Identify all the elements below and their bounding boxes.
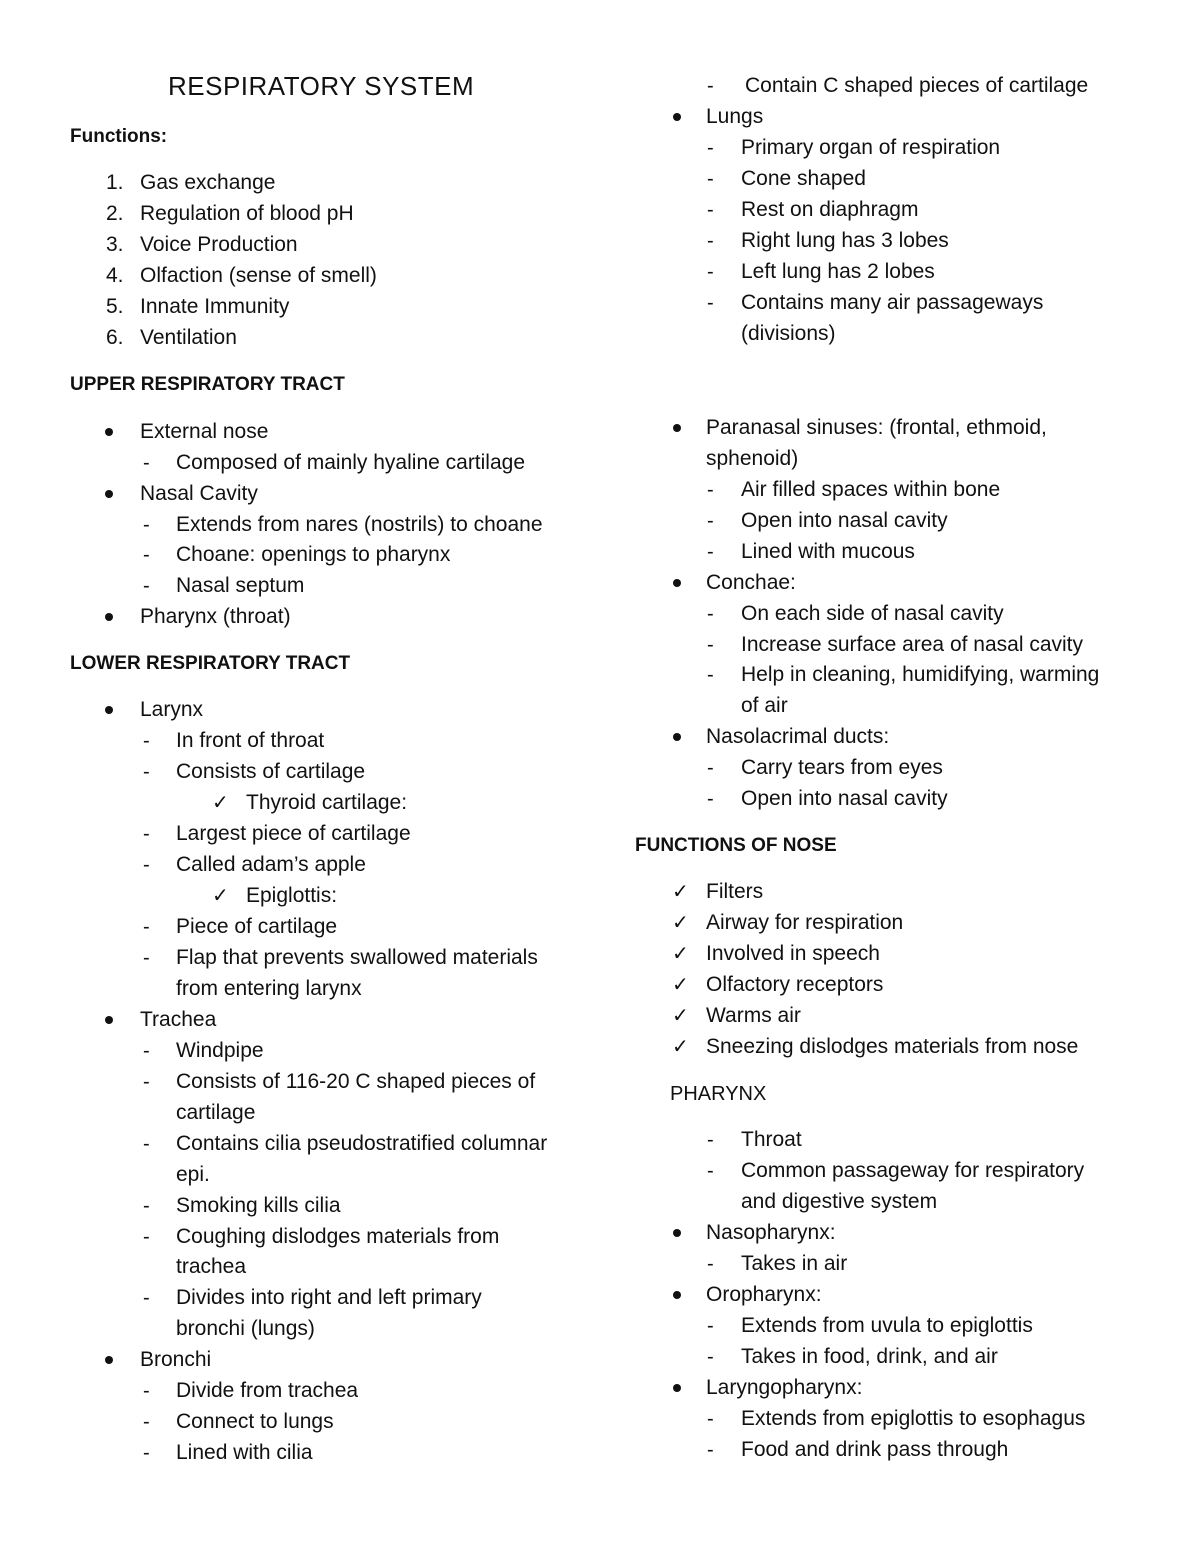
- list-item: Lined with cilia: [176, 1441, 313, 1464]
- list-item: Divide from trachea: [176, 1379, 359, 1402]
- list-item: Rest on diaphragm: [741, 198, 919, 221]
- dash-icon: -: [707, 261, 714, 283]
- list-item: Consists of 116-20 C shaped pieces of: [176, 1070, 536, 1093]
- list-item: Voice Production: [140, 233, 298, 256]
- check-icon: ✓: [672, 943, 689, 965]
- check-icon: ✓: [672, 1005, 689, 1027]
- bullet-icon: [673, 579, 681, 587]
- dash-icon: -: [707, 510, 714, 532]
- check-icon: ✓: [672, 912, 689, 934]
- list-item: Ventilation: [140, 326, 237, 349]
- dash-icon: -: [143, 761, 150, 783]
- bullet-icon: [105, 1016, 113, 1024]
- bullet-icon: [673, 113, 681, 121]
- list-item: Extends from nares (nostrils) to choane: [176, 513, 543, 536]
- dash-icon: -: [707, 757, 714, 779]
- dash-icon: -: [707, 292, 714, 314]
- list-item: Piece of cartilage: [176, 915, 338, 938]
- list-item: On each side of nasal cavity: [741, 602, 1004, 625]
- check-icon: ✓: [672, 881, 689, 903]
- dash-icon: -: [707, 1253, 714, 1275]
- list-item: Coughing dislodges materials from: [176, 1225, 500, 1248]
- dash-icon: -: [707, 788, 714, 810]
- list-item-continued: trachea: [176, 1255, 247, 1278]
- list-item-continued: and digestive system: [741, 1190, 938, 1213]
- dash-icon: -: [707, 1129, 714, 1151]
- functions-heading: Functions:: [70, 126, 168, 147]
- list-number: 2.: [106, 202, 124, 225]
- bullet-icon: [105, 1356, 113, 1364]
- list-item: Open into nasal cavity: [741, 787, 948, 810]
- dash-icon: -: [707, 1160, 714, 1182]
- bullet-icon: [673, 1229, 681, 1237]
- list-item: Sneezing dislodges materials from nose: [706, 1035, 1079, 1058]
- dash-icon: -: [143, 575, 150, 597]
- list-item: Air filled spaces within bone: [741, 478, 1001, 501]
- list-item: Extends from epiglottis to esophagus: [741, 1407, 1086, 1430]
- dash-icon: -: [143, 1071, 150, 1093]
- dash-icon: -: [143, 544, 150, 566]
- thyroid-cartilage: Thyroid cartilage:: [246, 791, 408, 814]
- nasal-cavity: Nasal Cavity: [140, 482, 258, 505]
- dash-icon: -: [143, 1133, 150, 1155]
- list-item: Contains cilia pseudostratified columnar: [176, 1132, 548, 1155]
- list-item-continued: epi.: [176, 1163, 210, 1186]
- check-icon: ✓: [212, 792, 229, 814]
- list-number: 5.: [106, 295, 124, 318]
- dash-icon: -: [707, 603, 714, 625]
- list-item: Connect to lungs: [176, 1410, 334, 1433]
- bullet-icon: [105, 706, 113, 714]
- bullet-icon: [673, 733, 681, 741]
- list-item: Contains many air passageways: [741, 291, 1044, 314]
- dash-icon: -: [143, 947, 150, 969]
- list-item: Cone shaped: [741, 167, 866, 190]
- epiglottis: Epiglottis:: [246, 884, 338, 907]
- list-item: Airway for respiration: [706, 911, 904, 934]
- list-number: 6.: [106, 326, 124, 349]
- list-item: Food and drink pass through: [741, 1438, 1009, 1461]
- list-item: Warms air: [706, 1004, 801, 1027]
- list-item: Divides into right and left primary: [176, 1286, 482, 1309]
- dash-icon: -: [707, 479, 714, 501]
- list-item-continued: bronchi (lungs): [176, 1317, 315, 1340]
- dash-icon: -: [707, 1346, 714, 1368]
- dash-icon: -: [143, 1287, 150, 1309]
- list-item: Throat: [741, 1128, 802, 1151]
- dash-icon: -: [707, 168, 714, 190]
- list-item: Filters: [706, 880, 764, 903]
- check-icon: ✓: [672, 974, 689, 996]
- dash-icon: -: [707, 1408, 714, 1430]
- list-item: Primary organ of respiration: [741, 136, 1001, 159]
- dash-icon: -: [143, 452, 150, 474]
- pharynx-heading: PHARYNX: [670, 1083, 767, 1105]
- list-item-continued: (divisions): [741, 322, 836, 345]
- dash-icon: -: [707, 1439, 714, 1461]
- check-icon: ✓: [672, 1036, 689, 1058]
- external-nose: External nose: [140, 420, 269, 443]
- dash-icon: -: [143, 1226, 150, 1248]
- list-item: Smoking kills cilia: [176, 1194, 341, 1217]
- list-item: Involved in speech: [706, 942, 880, 965]
- dash-icon: -: [707, 634, 714, 656]
- dash-icon: -: [707, 75, 714, 97]
- list-item: Choane: openings to pharynx: [176, 543, 451, 566]
- conchae: Conchae:: [706, 571, 796, 594]
- dash-icon: -: [707, 137, 714, 159]
- dash-icon: -: [143, 1380, 150, 1402]
- dash-icon: -: [707, 1315, 714, 1337]
- nose-functions-heading: FUNCTIONS OF NOSE: [635, 835, 837, 856]
- dash-icon: -: [707, 230, 714, 252]
- larynx: Larynx: [140, 698, 204, 721]
- dash-icon: -: [143, 1040, 150, 1062]
- list-item: Flap that prevents swallowed materials: [176, 946, 538, 969]
- list-item: Windpipe: [176, 1039, 264, 1062]
- laryngopharynx: Laryngopharynx:: [706, 1376, 863, 1399]
- list-number: 1.: [106, 171, 124, 194]
- dash-icon: -: [143, 1195, 150, 1217]
- dash-icon: -: [143, 823, 150, 845]
- nasopharynx: Nasopharynx:: [706, 1221, 836, 1244]
- bullet-icon: [673, 1384, 681, 1392]
- bullet-icon: [673, 424, 681, 432]
- dash-icon: -: [707, 664, 714, 686]
- list-item: Called adam’s apple: [176, 853, 366, 876]
- paranasal-sinuses: Paranasal sinuses: (frontal, ethmoid,: [706, 416, 1047, 439]
- pharynx: Pharynx (throat): [140, 605, 291, 628]
- list-item: Right lung has 3 lobes: [741, 229, 949, 252]
- list-item: Takes in food, drink, and air: [741, 1345, 998, 1368]
- list-item: Help in cleaning, humidifying, warming: [741, 663, 1100, 686]
- list-number: 3.: [106, 233, 124, 256]
- bronchi: Bronchi: [140, 1348, 212, 1371]
- list-item: Largest piece of cartilage: [176, 822, 411, 845]
- list-item: Nasal septum: [176, 574, 305, 597]
- dash-icon: -: [143, 514, 150, 536]
- list-item: Olfaction (sense of smell): [140, 264, 377, 287]
- list-item: Innate Immunity: [140, 295, 290, 318]
- list-item-continued: of air: [741, 694, 788, 717]
- check-icon: ✓: [212, 885, 229, 907]
- bullet-icon: [105, 428, 113, 436]
- list-item: Composed of mainly hyaline cartilage: [176, 451, 526, 474]
- lungs: Lungs: [706, 105, 764, 128]
- list-item: Carry tears from eyes: [741, 756, 943, 779]
- bullet-icon: [105, 490, 113, 498]
- list-item: Common passageway for respiratory: [741, 1159, 1085, 1182]
- list-item: In front of throat: [176, 729, 325, 752]
- nasolacrimal-ducts: Nasolacrimal ducts:: [706, 725, 890, 748]
- list-item: Regulation of blood pH: [140, 202, 354, 225]
- list-item: Extends from uvula to epiglottis: [741, 1314, 1033, 1337]
- dash-icon: -: [143, 916, 150, 938]
- dash-icon: -: [707, 199, 714, 221]
- dash-icon: -: [143, 730, 150, 752]
- dash-icon: -: [143, 854, 150, 876]
- list-item: Gas exchange: [140, 171, 276, 194]
- bullet-icon: [105, 613, 113, 621]
- list-item: Consists of cartilage: [176, 760, 366, 783]
- oropharynx: Oropharynx:: [706, 1283, 822, 1306]
- dash-icon: -: [707, 541, 714, 563]
- bullet-icon: [673, 1291, 681, 1299]
- upper-tract-heading: UPPER RESPIRATORY TRACT: [70, 374, 345, 395]
- list-item: Contain C shaped pieces of cartilage: [745, 74, 1089, 97]
- trachea: Trachea: [140, 1008, 217, 1031]
- list-item: Open into nasal cavity: [741, 509, 948, 532]
- list-item: Takes in air: [741, 1252, 848, 1275]
- list-item-continued: cartilage: [176, 1101, 256, 1124]
- list-item: Olfactory receptors: [706, 973, 884, 996]
- list-number: 4.: [106, 264, 124, 287]
- lower-tract-heading: LOWER RESPIRATORY TRACT: [70, 653, 351, 674]
- dash-icon: -: [143, 1442, 150, 1464]
- list-item: Left lung has 2 lobes: [741, 260, 935, 283]
- dash-icon: -: [143, 1411, 150, 1433]
- list-item-continued: from entering larynx: [176, 977, 362, 1000]
- list-item: Increase surface area of nasal cavity: [741, 633, 1084, 656]
- page-title: RESPIRATORY SYSTEM: [168, 71, 475, 101]
- list-item: Lined with mucous: [741, 540, 915, 563]
- paranasal-continued: sphenoid): [706, 447, 799, 470]
